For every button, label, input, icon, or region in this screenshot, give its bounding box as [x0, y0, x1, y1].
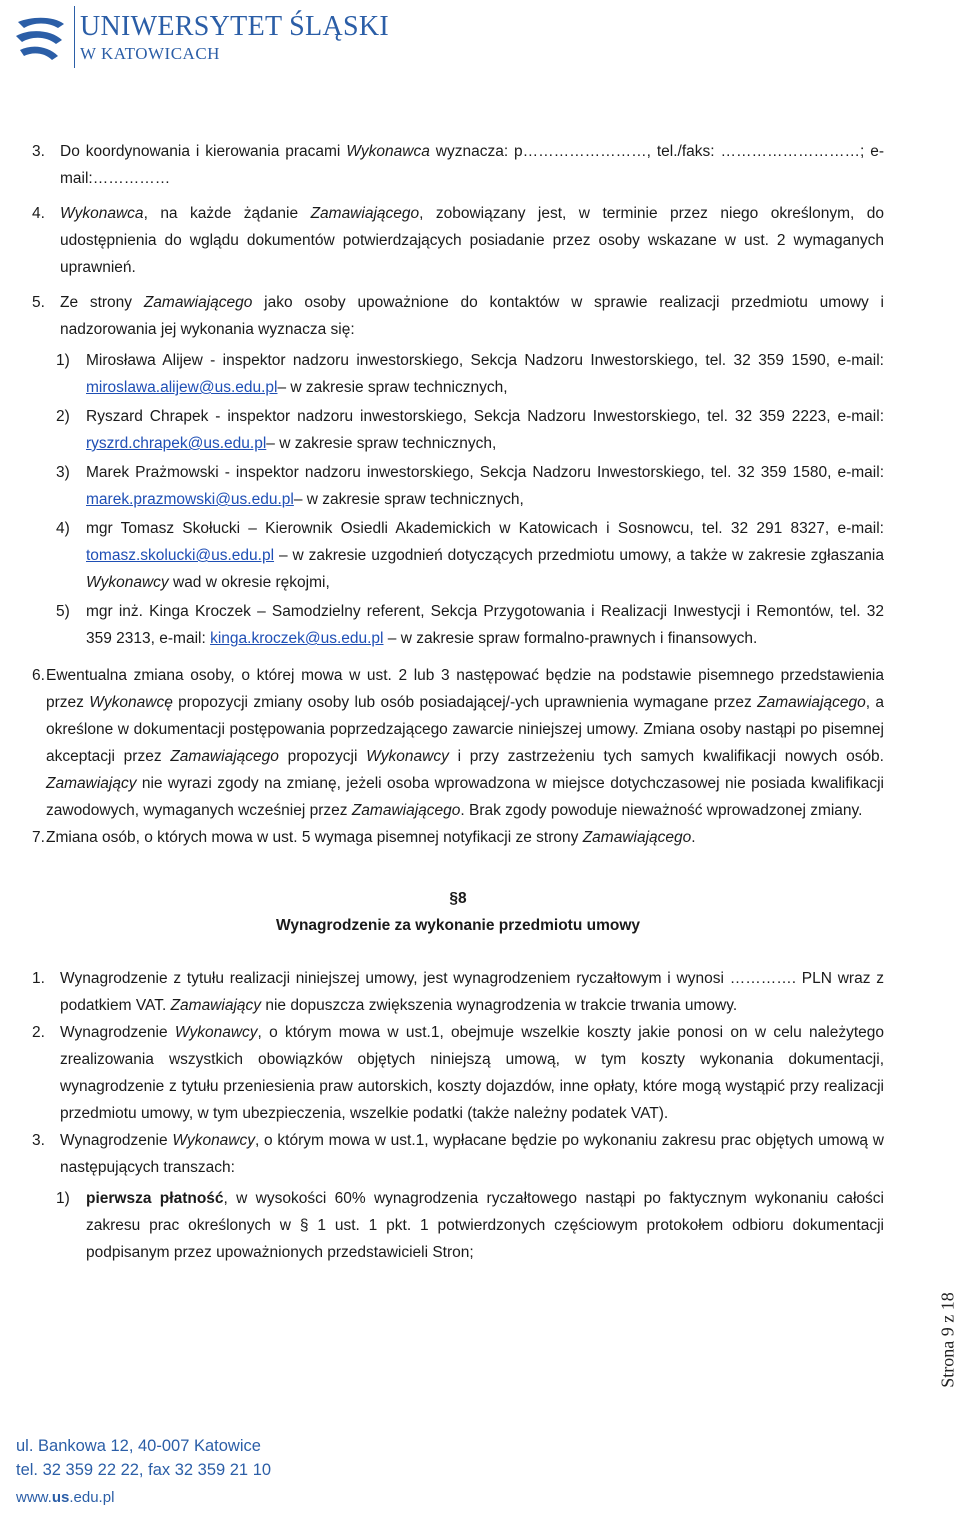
- text: Ewentualna zmiana osoby, o której mowa w ust. 2 lub 3 następować będzie na podstawie pisemnego przedstawienia przez: [46, 667, 884, 711]
- payment-item-1: [32, 1185, 884, 1266]
- text: propozycji: [278, 748, 367, 765]
- text-italic: Wykonawcy: [86, 574, 169, 591]
- text: Do koordynowania i kierowania pracami: [60, 143, 347, 160]
- text: jako osoby upoważnione do kontaktów w sprawie realizacji przedmiotu umowy i nadzorowania jej wykonania wyznacza się:: [60, 294, 884, 338]
- text: i przy zastrzeżeniu tych samych kwalifikacji nowych osób.: [448, 748, 884, 765]
- text: Ze strony: [60, 294, 144, 311]
- contact-item-4: [32, 515, 884, 596]
- text: Ryszard Chrapek - inspektor nadzoru inwestorskiego, Sekcja Nadzoru Inwestorskiego, tel. 32 359 2223, e-mail:: [86, 408, 884, 425]
- text-italic: Wykonawcy: [174, 1024, 258, 1041]
- paragraph-number: 5.: [32, 294, 45, 311]
- text: . Brak zgody powoduje nieważność wprowadzonej zmiany.: [460, 802, 863, 819]
- section8-paragraph-2: [32, 1019, 884, 1127]
- text: Marek Prażmowski - inspektor nadzoru inwestorskiego, Sekcja Nadzoru Inwestorskiego, tel. 32 359 1580, e-mail:: [86, 464, 884, 481]
- text: – w zakresie spraw technicznych,: [293, 491, 524, 508]
- text: Wynagrodzenie z tytułu realizacji niniejszej umowy, jest wynagrodzeniem ryczałtowym i wynosi …………. PLN wraz z podatkiem VAT.: [60, 970, 884, 1014]
- text-bold: pierwsza płatność: [86, 1190, 224, 1207]
- text: Wynagrodzenie: [60, 1024, 175, 1041]
- item-number: 5): [56, 603, 70, 620]
- text: .: [691, 829, 696, 846]
- contact-item-5: [32, 598, 884, 652]
- text-italic: Zamawiającego: [143, 294, 253, 311]
- text-italic: Wykonawcy: [366, 748, 449, 765]
- text-italic: Wykonawcy: [172, 1132, 255, 1149]
- paragraph-6: [32, 662, 884, 824]
- page-number-vertical: [928, 1280, 960, 1400]
- text: nie dopuszcza zwiększenia wynagrodzenia w trakcie trwania umowy.: [261, 997, 738, 1014]
- text-italic: Wykonawca: [346, 143, 430, 160]
- text: wyznacza: p……………………, tel./faks: ………………………; e-mail:……………: [60, 143, 884, 187]
- paragraph-number: 1.: [32, 970, 45, 987]
- text: mgr inż. Kinga Kroczek – Samodzielny referent, Sekcja Przygotowania i Realizacji Inwestycji i Remontów, tel. 32 359 2313, e-mail:: [86, 603, 884, 647]
- text-italic: Zamawiającego: [351, 802, 461, 819]
- text: nie wyrazi zgody na zmianę, jeżeli osoba wprowadzona w miejsce dotychczasowej nie posiada kwalifikacji zawodowych, wymaganych wcześniej przez: [46, 775, 884, 819]
- text-italic: Zamawiającego: [757, 694, 866, 711]
- contact-item-2: [32, 403, 884, 457]
- footer-website: [16, 1486, 271, 1510]
- email-link[interactable]: marek.prazmowski@us.edu.pl: [86, 491, 294, 508]
- section-title: Wynagrodzenie za wykonanie przedmiotu umowy: [275, 917, 641, 934]
- university-name-line2: W KATOWICACH: [80, 44, 220, 63]
- paragraph-7: [32, 824, 884, 851]
- paragraph-number: 3.: [32, 143, 45, 160]
- text: mgr Tomasz Skołucki – Kierownik Osiedli Akademickich w Katowicach i Sosnowcu, tel. 32 291 8327, e-mail:: [86, 520, 884, 537]
- text: , o którym mowa w ust.1, obejmuje wszelkie koszty jakie ponosi on w celu należytego zrealizowania wszystkich obowiązków objętych niniejszą umową, w tym koszty wykonania dokumentacji, wynagrodzenie z tytułu przeniesienia praw autorskich, koszty dojazdów, inne opłaty, które mogą wystąpić przy realizacji przedmiotu umowy, w tym ubezpieczenia, wszelkie podatki (także należny podatek VAT).: [60, 1024, 884, 1122]
- item-number: 2): [56, 408, 70, 425]
- contact-item-3: [32, 459, 884, 513]
- text: – w zakresie spraw technicznych,: [266, 435, 497, 452]
- university-name-line1: UNIWERSYTET ŚLĄSKI: [80, 11, 389, 42]
- text: wad w okresie rękojmi,: [168, 574, 330, 591]
- item-number: 1): [56, 1190, 70, 1207]
- footer-phone: tel. 32 359 22 22, fax 32 359 21 10: [16, 1461, 272, 1479]
- paragraph-5: [32, 289, 884, 343]
- text: , o którym mowa w ust.1, wypłacane będzie po wykonaniu zakresu prac objętych umową w następujących transzach:: [60, 1132, 884, 1176]
- university-logo-icon: [14, 14, 66, 66]
- paragraph-number: 3.: [32, 1132, 45, 1149]
- text-italic: Zamawiający: [46, 775, 137, 792]
- website-domain: us: [51, 1489, 70, 1506]
- email-link[interactable]: kinga.kroczek@us.edu.pl: [210, 630, 384, 647]
- email-link[interactable]: tomasz.skolucki@us.edu.pl: [86, 547, 275, 564]
- text-italic: Zamawiającego: [582, 829, 692, 846]
- item-number: 3): [56, 464, 70, 481]
- text-italic: Wykonawca: [60, 205, 144, 222]
- text: , na każde żądanie: [143, 205, 311, 222]
- page-number: Strona 9 z 18: [937, 1292, 958, 1388]
- paragraph-number: 4.: [32, 205, 45, 222]
- paragraph-3: [32, 138, 884, 192]
- text-italic: Zamawiającego: [310, 205, 420, 222]
- text: , zobowiązany jest, w terminie przez niego określonym, do udostępnienia do wglądu dokumentów potwierdzających posiadanie przez osoby wskazane w ust. 2 wymaganych uprawnień.: [60, 205, 884, 276]
- university-name: [80, 12, 389, 64]
- footer-address: ul. Bankowa 12, 40-007 Katowice: [16, 1437, 261, 1455]
- paragraph-number: 6.: [32, 667, 45, 684]
- text: , w wysokości 60% wynagrodzenia ryczałtowego nastąpi po faktycznym wykonaniu całości zakresu prac określonych w § 1 ust. 1 pkt. 1 potwierdzonych częściowym protokołem odbioru dokumentacji podpisanym przez upoważnionych przedstawicieli Stron;: [86, 1190, 884, 1261]
- page-header: [14, 6, 389, 70]
- document-body: [32, 138, 884, 1268]
- website-suffix: .edu.pl: [69, 1489, 115, 1506]
- email-link[interactable]: ryszrd.chrapek@us.edu.pl: [86, 435, 267, 452]
- text-italic: Zamawiający: [170, 997, 262, 1014]
- email-link[interactable]: miroslawa.alijew@us.edu.pl: [86, 379, 278, 396]
- item-number: 4): [56, 520, 70, 537]
- paragraph-4: [32, 200, 884, 281]
- website-prefix: www.: [16, 1489, 52, 1506]
- logo-divider: [74, 6, 75, 68]
- item-number: 1): [56, 352, 70, 369]
- text-italic: Wykonawcę: [89, 694, 173, 711]
- text: – w zakresie spraw formalno-prawnych i finansowych.: [383, 630, 758, 647]
- text: – w zakresie spraw technicznych,: [277, 379, 508, 396]
- paragraph-number: 7.: [32, 829, 45, 846]
- text: , a określone w dokumentacji postępowania poprzedzającego zawarcie niniejszej umowy. Zmiana osoby nastąpi po pisemnej akceptacji przez: [46, 694, 884, 765]
- text-italic: Zamawiającego: [170, 748, 279, 765]
- text: Zmiana osób, o których mowa w ust. 5 wymaga pisemnej notyfikacji ze strony: [46, 829, 583, 846]
- text: – w zakresie uzgodnień dotyczących przedmiotu umowy, a także w zakresie zgłaszania: [274, 547, 884, 564]
- paragraph-number: 2.: [32, 1024, 45, 1041]
- text: Mirosława Alijew - inspektor nadzoru inwestorskiego, Sekcja Nadzoru Inwestorskiego, tel. 32 359 1590, e-mail:: [86, 352, 884, 369]
- section-number: §8: [449, 890, 467, 907]
- page-footer: [16, 1434, 271, 1510]
- text: Wynagrodzenie: [60, 1132, 173, 1149]
- contact-item-1: [32, 347, 884, 401]
- section8-paragraph-3: [32, 1127, 884, 1181]
- text: propozycji zmiany osoby lub osób posiadającej/-ych uprawnienia wymagane przez: [172, 694, 758, 711]
- section8-paragraph-1: [32, 965, 884, 1019]
